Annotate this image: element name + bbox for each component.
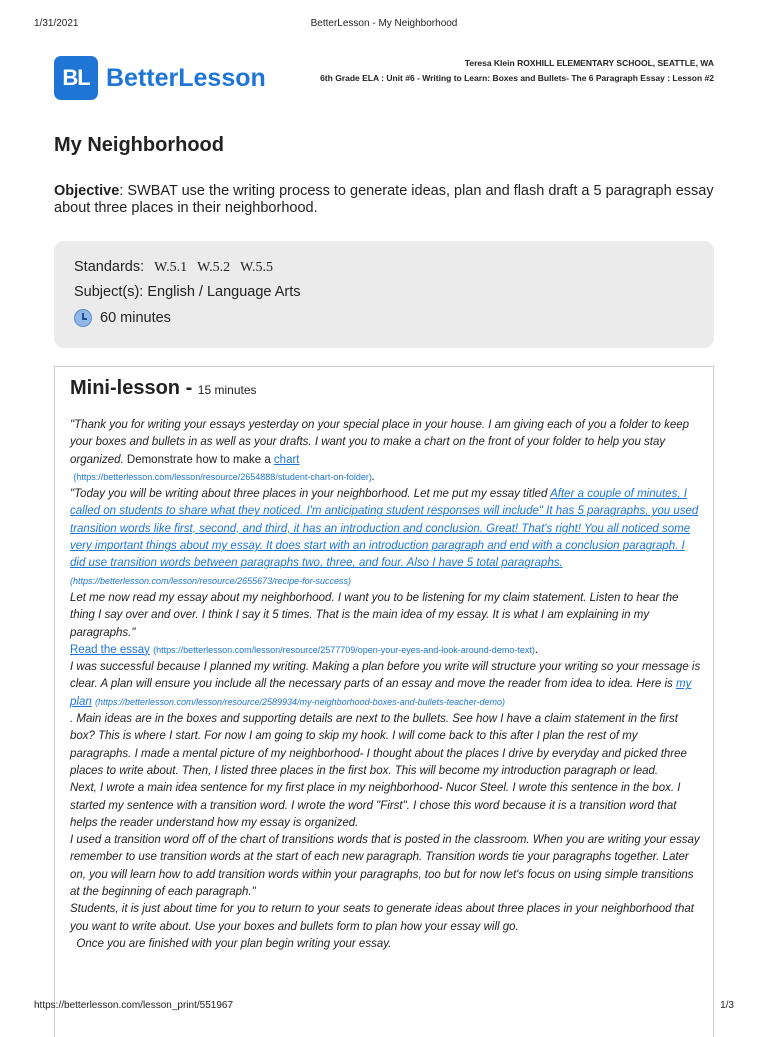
objective-text: : SWBAT use the writing process to generate ideas, plan and flash draft a 5 paragraph essay about three places in their neighborhood.: [54, 183, 714, 216]
mini-lesson-section: [54, 366, 714, 1037]
duration: 60 minutes: [100, 309, 171, 326]
read-essay-link[interactable]: Read the essay: [70, 643, 150, 656]
recipe-url[interactable]: (https://betterlesson.com/lesson/resource/2655673/recipe-for-success): [70, 575, 351, 586]
print-url: https://betterlesson.com/lesson_print/551967: [34, 1000, 234, 1011]
plan-url[interactable]: (https://betterlesson.com/lesson/resource/2589934/my-neighborhood-boxes-and-bullets-teacher-demo): [94, 696, 506, 707]
unit-info: 6th Grade ELA : Unit #6 - Writing to Learn: Boxes and Bullets- The 6 Paragraph Essay : Lesson #2: [320, 73, 714, 83]
print-header: [0, 18, 768, 32]
paragraph: Let me now read my essay about my neighborhood. I want you to be listening for my claim statement. Listen to hear the thing I say over and over. I think I say it 5 times. That is the main idea of my essay. It is what I am explaining in my paragraphs.": [70, 591, 679, 639]
subjects: Subject(s): English / Language Arts: [74, 284, 301, 300]
my-plan-link[interactable]: my plan: [70, 678, 692, 708]
lesson-info-box: [54, 241, 714, 348]
print-date: 1/31/2021: [34, 18, 79, 29]
paragraph: Read the essay (https://betterlesson.com/lesson/resource/2577709/open-your-eyes-and-look-around-demo-text).: [70, 643, 539, 656]
paragraph: [70, 659, 702, 711]
standard-tag[interactable]: W.5.2: [197, 260, 231, 275]
chart-link[interactable]: chart: [273, 453, 300, 466]
page-number: 1/3: [720, 1000, 734, 1011]
paragraph: [70, 417, 702, 469]
text: Demonstrate how to make a: [126, 453, 274, 466]
objective: [54, 183, 714, 217]
objective-label: Objective: [54, 183, 120, 199]
paragraph: I used a transition word off of the chart of transitions words that is posted in the classroom. When you are writing your essay remember to use transition words at the start of each new paragraph. Transition words tie your paragraphs together. Later on, you will learn how to add transition words within your paragraphs, too but for now let's focus on using simple transitions at the beginning of each paragraph.": [70, 834, 700, 899]
teacher-school: Teresa Klein ROXHILL ELEMENTARY SCHOOL, SEATTLE, WA: [464, 58, 714, 68]
mini-lesson-title: [70, 377, 257, 400]
paragraph: Once you are finished with your plan begin writing your essay.: [70, 937, 392, 950]
logo-mark: BL: [54, 56, 98, 100]
standards-row: [74, 259, 273, 276]
standard-tag[interactable]: W.5.1: [154, 260, 188, 275]
read-essay-url[interactable]: (https://betterlesson.com/lesson/resource/2577709/open-your-eyes-and-look-around-demo-text): [153, 644, 535, 655]
standard-tag[interactable]: W.5.5: [240, 260, 274, 275]
paragraph: . Main ideas are in the boxes and supporting details are next to the bullets. See how I have a claim statement in the first box? This is where I start. For now I am going to skip my hook. I will come back to this after I plan the rest of my paragraphs. I made a mental picture of my neighborhood- I thought about the places I drive by everyday and picked three places to write about. Then, I listed three places in the first box. This will become my introduction paragraph or lead.: [70, 713, 687, 777]
standards-label: Standards:: [74, 259, 145, 275]
mini-lesson-minutes: 15 minutes: [197, 383, 257, 397]
logo-text: BetterLesson: [106, 63, 266, 92]
duration-row: [74, 309, 171, 327]
chart-url[interactable]: (https://betterlesson.com/lesson/resource/2654888/student-chart-on-folder): [73, 471, 372, 482]
text: I was successful because I planned my writing. Making a plan before you write will structure your writing so your message is clear. A plan will ensure you include all the necessary parts of an essay and move the reader from idea to idea. Here is: [70, 661, 701, 691]
paragraph: [70, 486, 702, 590]
betterlesson-logo[interactable]: [54, 56, 266, 100]
essay-link[interactable]: After a couple of minutes, I called on students to share what they noticed. I'm anticipating student responses will include" It has 5 paragraphs, you used transition words like first, second, and third, it has an introduction and conclusion. Great! That's right! You all noticed some very important things about my essay. It does start with an introduction paragraph and end with a conclusion paragraph. I did use transition words between paragraphs two, three, and four. Also I have 5 total paragraphs.: [70, 488, 699, 570]
lesson-meta: [320, 56, 714, 86]
text: "Today you will be writing about three places in your neighborhood. Let me put my essay titled: [70, 488, 551, 501]
print-title: BetterLesson - My Neighborhood: [310, 18, 458, 29]
text: "Thank you for writing your essays yesterday on your special place in your house. I am giving each of you a folder to keep your boxes and bullets in as well as your drafts. I want you to make a chart on the front of your folder to help you stay organized.: [70, 419, 690, 466]
paragraph: Students, it is just about time for you to return to your seats to generate ideas about three places in your neighborhood that you want to write about. Use your boxes and bullets form to plan how your essay will go.: [70, 903, 694, 933]
paragraph: (https://betterlesson.com/lesson/resource/2654888/student-chart-on-folder).: [73, 470, 376, 483]
mini-lesson-body: [70, 417, 702, 953]
mini-lesson-heading: Mini-lesson -: [70, 377, 193, 399]
clock-icon: [74, 309, 92, 327]
paragraph: Next, I wrote a main idea sentence for my first place in my neighborhood- Nucor Steel. I wrote this sentence in the box. I started my sentence with a transition word. I wrote the word "First". I chose this word because it is a transition word that helps the reader understand how my essay is organized.: [70, 782, 681, 829]
page-title: My Neighborhood: [54, 134, 224, 156]
